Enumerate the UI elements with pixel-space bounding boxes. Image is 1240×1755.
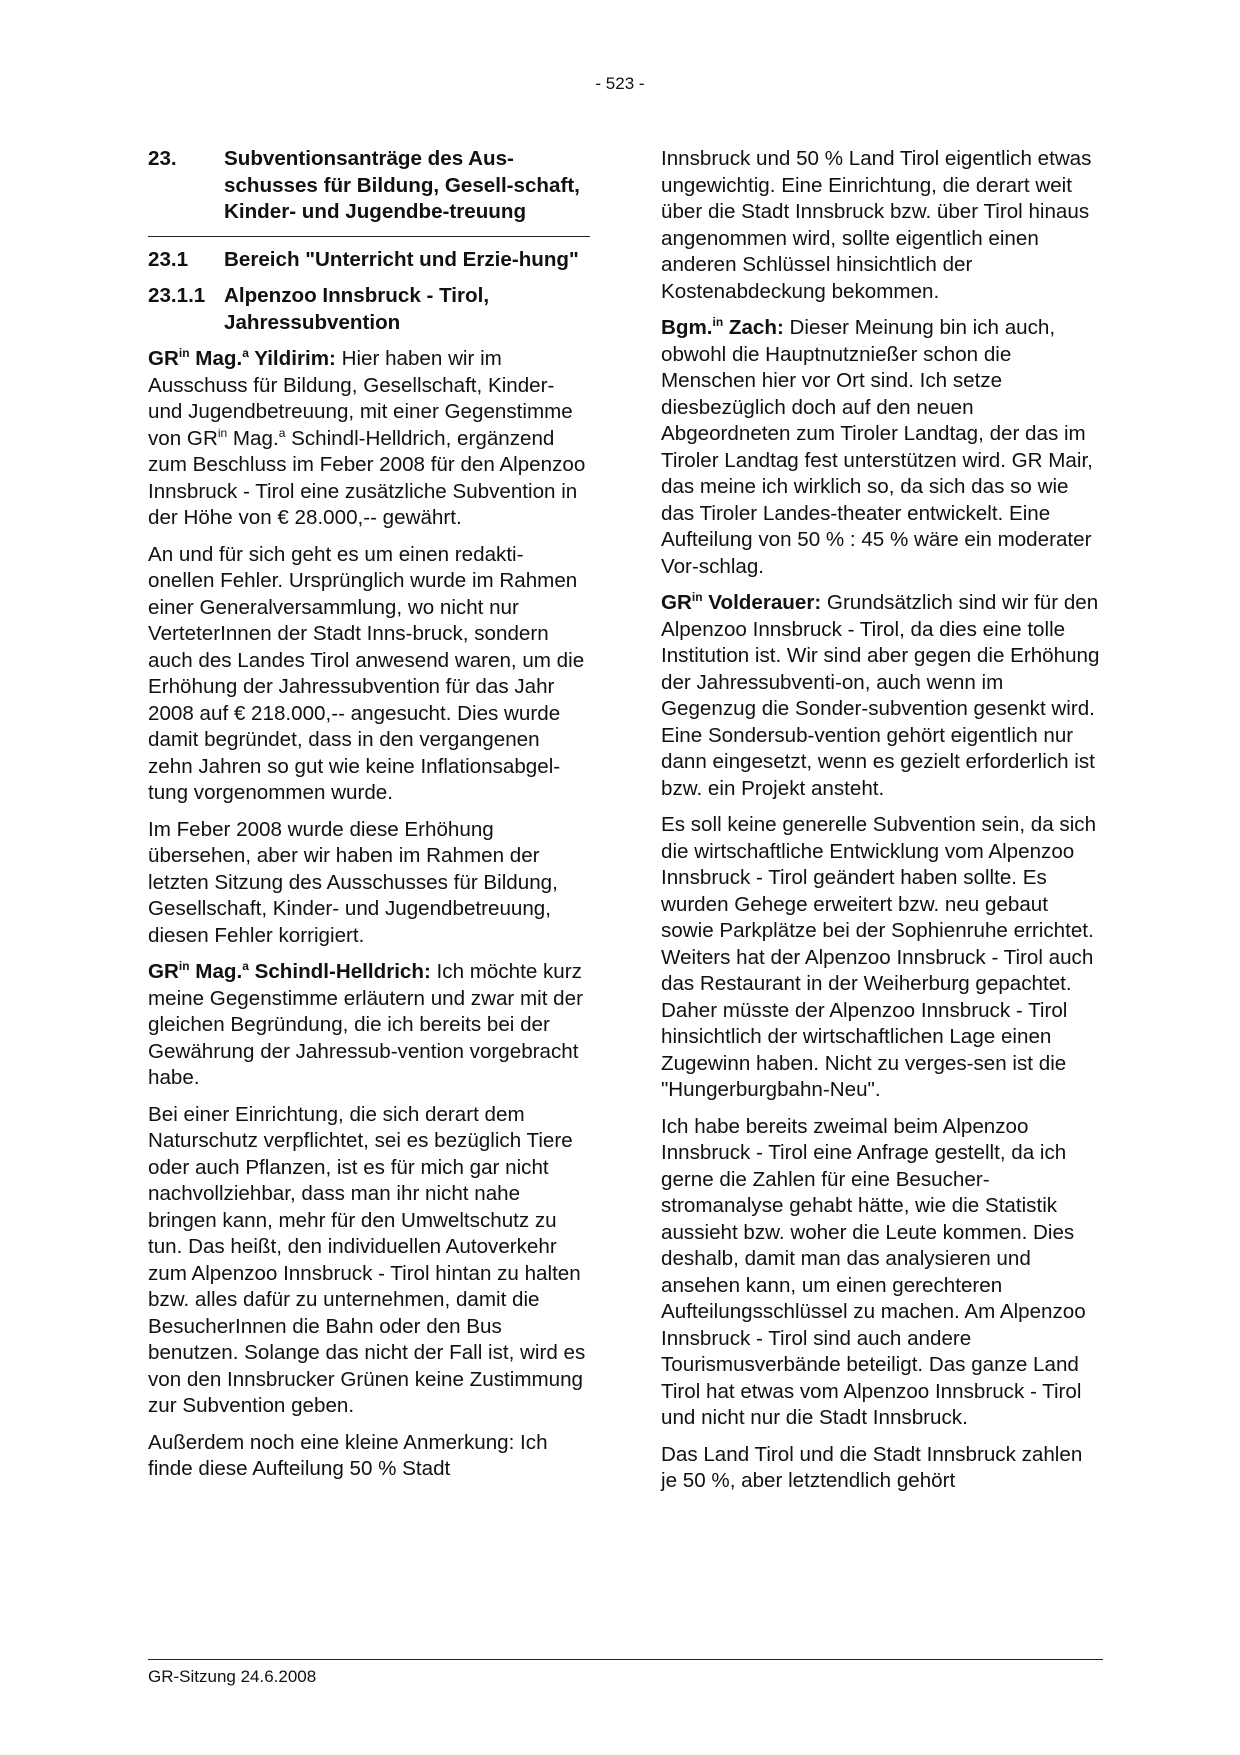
- paragraph: Das Land Tirol und die Stadt Innsbruck zahlen je 50 %, aber letztendlich gehört: [661, 1442, 1083, 1492]
- speaker-name: $GR^{in}$ Mag.$^a$ Schindl-Helldrich:: [148, 959, 431, 983]
- paragraph-yildirim: $GR^{in}$ Mag.$^a$ Yildirim: Hier haben wir im Ausschuss für Bildung, Gesellschaft, Kinder- und Jugendbetreuung, mit einer Gegenstimme von $GR^{in}$ Mag.$^a$ Schindl-Helldrich, ergänzend zum Beschluss im Feber 2008 für den Alpenzoo Innsbruck - Tirol eine zusätzliche Subvention in der Höhe von € 28.000,-- gewährt.: [148, 346, 586, 529]
- footer-rule: [148, 1659, 1103, 1660]
- heading-23: [148, 146, 588, 226]
- heading-number: 23.: [148, 147, 177, 170]
- heading-number: 23.1: [148, 247, 189, 271]
- paragraph-schindl-helldrich: $GR^{in}$ Mag.$^a$ Schindl-Helldrich: Ich möchte kurz meine Gegenstimme erläutern und zwar mit der gleichen Begründung, die ich bereits bei der Gewährung der Jahressub-vention vorgebracht habe.: [148, 959, 583, 1089]
- paragraph: Es soll keine generelle Subvention sein, da sich die wirtschaftliche Entwicklung vom Alpenzoo Innsbruck - Tirol geändert haben sollte. Es wurden Gehege erweitert bzw. neu gebaut sowie Parkplätze bei der Sophienruhe errichtet. Weiters hat der Alpenzoo Innsbruck - Tirol auch das Restaurant in der Weiherburg gepachtet. Daher müsste der Alpenzoo Innsbruck - Tirol hinsichtlich der wirtschaftlichen Lage einen Zugewinn haben. Nicht zu verges-sen ist die "Hungerburgbahn-Neu".: [661, 813, 1097, 1101]
- heading-rule: [148, 236, 590, 237]
- heading-title: Alpenzoo Innsbruck - Tirol, Jahressubvention: [224, 284, 490, 334]
- heading-23-1-1: [148, 283, 588, 336]
- heading-title: Bereich "Unterricht und Erzie-hung": [224, 247, 579, 271]
- speaker-name: Bgm.$^{in}$ Zach:: [661, 315, 784, 339]
- speaker-name: $GR^{in}$ Volderauer:: [661, 590, 822, 614]
- heading-number: 23.1.1: [148, 284, 206, 307]
- right-column: [661, 146, 1101, 1505]
- paragraph-volderauer: $GR^{in}$ Volderauer: Grundsätzlich sind wir für den Alpenzoo Innsbruck - Tirol, da dies eine tolle Institution ist. Wir sind aber gegen die Erhöhung der Jahressubventi-on, auch wenn im Gegenzug die Sonder-subvention gesenkt wird. Eine Sondersub-vention gehört eigentlich nur dann eingesetzt, wenn es gezielt erforderlich ist bzw. ein Projekt ansteht.: [661, 590, 1100, 800]
- speaker-name: $GR^{in}$ Mag.$^a$ Yildirim:: [148, 346, 336, 370]
- paragraph: Innsbruck und 50 % Land Tirol eigentlich etwas ungewichtig. Eine Einrichtung, die derart weit über die Stadt Innsbruck bzw. über Tirol hinaus angenommen wird, sollte eigentlich einen anderen Schlüssel hinsichtlich der Kostenabdeckung bekommen.: [661, 147, 1092, 303]
- paragraph: Ich habe bereits zweimal beim Alpenzoo Innsbruck - Tirol eine Anfrage gestellt, da ich gerne die Zahlen für eine Besucher-stromanalyse gehabt hätte, wie die Statistik aussieht bzw. woher die Leute kommen. Dies deshalb, damit man das analysieren und ansehen kann, um einen gerechteren Aufteilungsschlüssel zu machen. Am Alpenzoo Innsbruck - Tirol sind auch andere Tourismusverbände beteiligt. Das ganze Land Tirol hat etwas vom Alpenzoo Innsbruck - Tirol und nicht nur die Stadt Innsbruck.: [661, 1114, 1086, 1429]
- paragraph: Außerdem noch eine kleine Anmerkung: Ich finde diese Aufteilung 50 % Stadt: [148, 1430, 548, 1480]
- paragraph: Im Feber 2008 wurde diese Erhöhung übersehen, aber wir haben im Rahmen der letzten Sitzung des Ausschusses für Bildung, Gesellschaft, Kinder- und Jugendbetreuung, diesen Fehler korrigiert.: [148, 817, 558, 947]
- left-column: [148, 146, 588, 1493]
- paragraph: An und für sich geht es um einen redakti-onellen Fehler. Ursprünglich wurde im Rahmen einer Generalversammlung, wo nicht nur VerteterInnen der Stadt Inns-bruck, sondern auch des Landes Tirol anwesend waren, um die Erhöhung der Jahressubvention für das Jahr 2008 auf € 218.000,-- angesucht. Dies wurde damit begründet, dass in den vergangenen zehn Jahren so gut wie keine Inflationsabgel-tung vorgenommen wurde.: [148, 542, 585, 804]
- paragraph: Bei einer Einrichtung, die sich derart dem Naturschutz verpflichtet, sei es bezüglich Tiere oder auch Pflanzen, ist es für mich gar nicht nachvollziehbar, dass man ihr nicht nahe bringen kann, mehr für den Umweltschutz zu tun. Das heißt, den individuellen Autoverkehr zum Alpenzoo Innsbruck - Tirol hintan zu halten bzw. alles dafür zu unternehmen, damit die BesucherInnen die Bahn oder den Bus benutzen. Solange das nicht der Fall ist, wird es von den Innsbrucker Grünen keine Zustimmung zur Subvention geben.: [148, 1102, 586, 1417]
- paragraph-zach: Bgm.$^{in}$ Zach: Dieser Meinung bin ich auch, obwohl die Hauptnutznießer schon die Menschen hier vor Ort sind. Ich setze diesbezüglich doch auf den neuen Abgeordneten zum Tiroler Landtag, der das im Tiroler Landtag fest unterstützen wird. GR Mair, das meine ich wirklich so, da sich das so wie das Tiroler Landes-theater entwickelt. Eine Aufteilung von 50 % : 45 % wäre ein moderater Vor-schlag.: [661, 315, 1093, 578]
- footer-text: GR-Sitzung 24.6.2008: [148, 1667, 317, 1686]
- heading-title: Subventionsanträge des Aus-schusses für Bildung, Gesell-schaft, Kinder- und Jugendbe-treuung: [224, 147, 580, 223]
- page-number: - 523 -: [595, 74, 645, 93]
- heading-23-1: [148, 247, 588, 274]
